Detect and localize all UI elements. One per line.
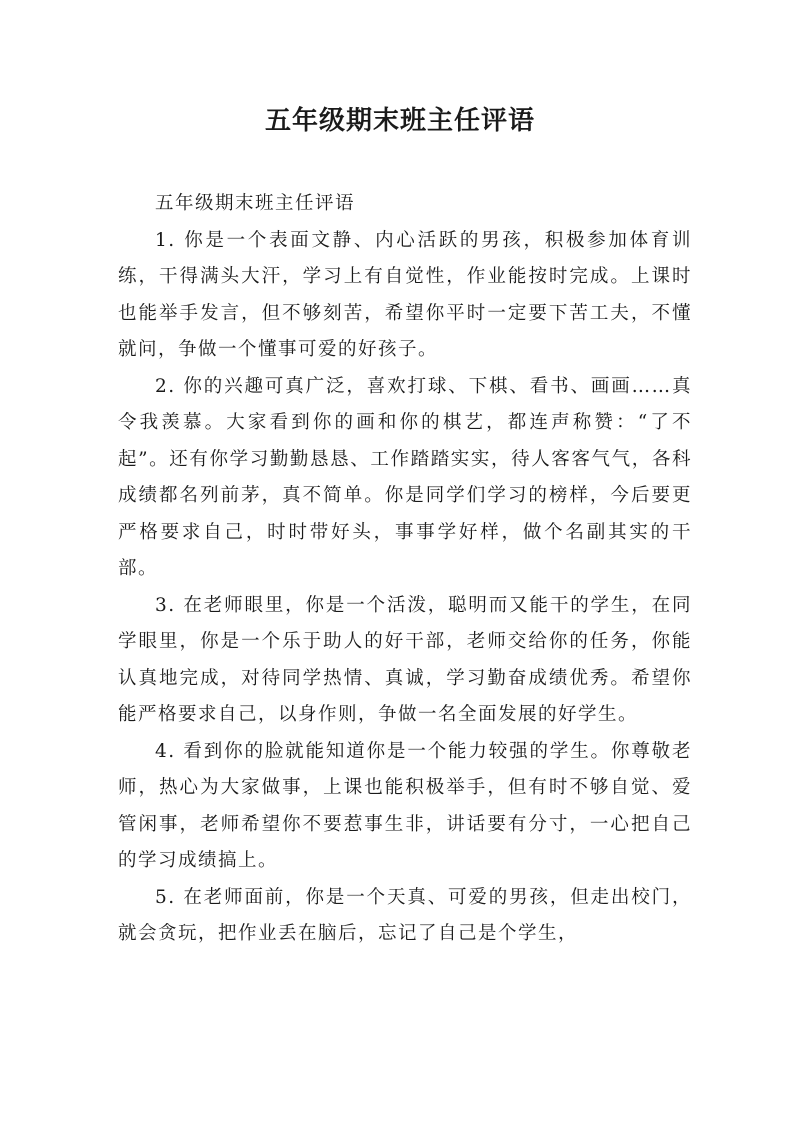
document-body [118, 186, 692, 953]
comment-paragraph-2: 2. 你的兴趣可真广泛，喜欢打球、下棋、看书、画画……真令我羡慕。大家看到你的画和你的棋艺，都连声称赞：“了不起”。还有你学习勤勤恳恳、工作踏踏实实，待人客客气气，各科成绩都名列前茅，真不简单。你是同学们学习的榜样，今后要更严格要求自己，时时带好头，事事学好样，做个名副其实的干部。 [118, 375, 692, 579]
document-title: 五年级期末班主任评语 [264, 106, 535, 136]
comment-paragraph-1: 1. 你是一个表面文静、内心活跃的男孩，积极参加体育训练，干得满头大汗，学习上有自觉性，作业能按时完成。上课时也能举手发言，但不够刻苦，希望你平时一定要下苦工夫，不懂就问，争做一个懂事可爱的好孩子。 [118, 229, 692, 360]
comment-paragraph-3: 3. 在老师眼里，你是一个活泼，聪明而又能干的学生，在同学眼里，你是一个乐于助人的好干部，老师交给你的任务，你能认真地完成，对待同学热情、真诚，学习勤奋成绩优秀。希望你能严格要求自己，以身作则，争做一名全面发展的好学生。 [118, 594, 692, 725]
comment-paragraph-4: 4. 看到你的脸就能知道你是一个能力较强的学生。你尊敬老师，热心为大家做事，上课也能积极举手，但有时不够自觉、爱管闲事，老师希望你不要惹事生非，讲话要有分寸，一心把自己的学习成绩搞上。 [118, 740, 692, 871]
intro-line: 五年级期末班主任评语 [155, 193, 356, 214]
comment-paragraph-5: 5. 在老师面前，你是一个天真、可爱的男孩，但走出校门，就会贪玩，把作业丢在脑后，忘记了自己是个学生， [118, 886, 692, 944]
